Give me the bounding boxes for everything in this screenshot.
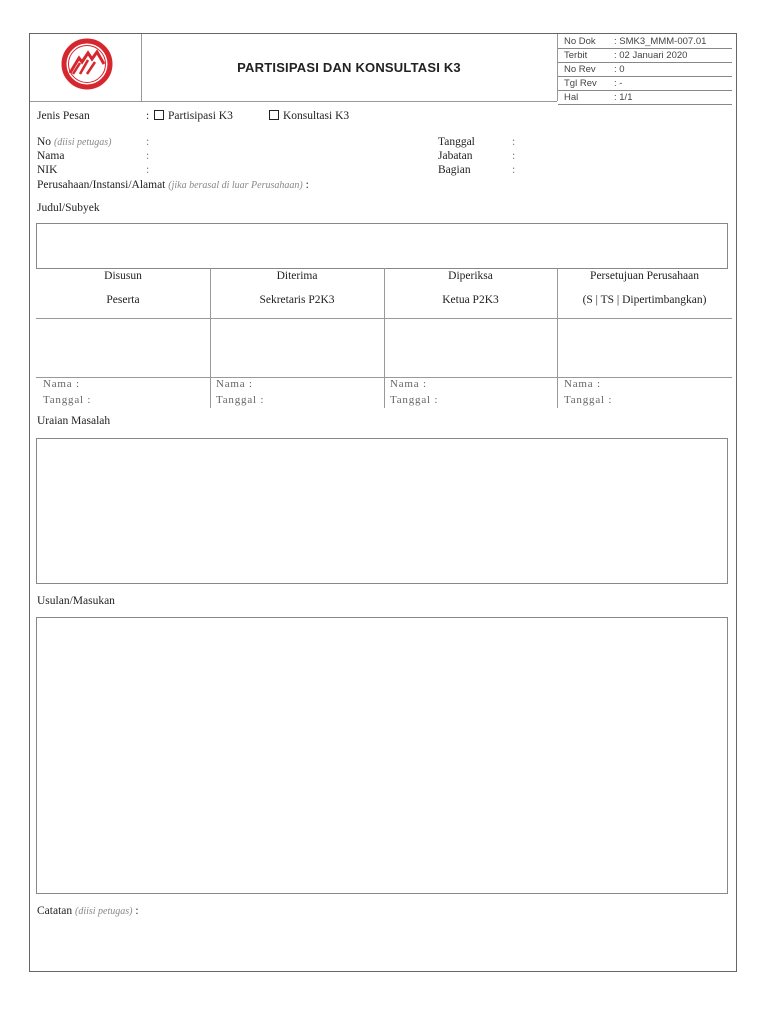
col-diperiksa-role: Diperiksa bbox=[448, 270, 493, 282]
nama-label: Nama bbox=[37, 150, 65, 162]
bagian-colon: : bbox=[512, 164, 516, 176]
tanggal-sign-label: Tanggal : bbox=[390, 394, 439, 406]
jenis-pesan-label: Jenis Pesan bbox=[37, 110, 90, 122]
nama-sign-label: Nama : bbox=[390, 378, 427, 390]
doc-info-row: No Rev : 0 bbox=[558, 63, 732, 77]
signature-area-diterima[interactable] bbox=[211, 319, 384, 377]
uraian-input[interactable] bbox=[36, 438, 728, 584]
uraian-label: Uraian Masalah bbox=[37, 415, 111, 427]
nama-sign-label: Nama : bbox=[564, 378, 601, 390]
doc-info-row: No Dok : SMK3_MMM-007.01 bbox=[558, 35, 732, 49]
doc-info-row: Tgl Rev : - bbox=[558, 77, 732, 91]
usulan-input[interactable] bbox=[36, 617, 728, 894]
judul-input[interactable] bbox=[36, 223, 728, 269]
catatan-field: Catatan (diisi petugas) : bbox=[37, 905, 139, 917]
signature-area-persetujuan[interactable] bbox=[558, 319, 732, 377]
col-diterima-who: Sekretaris P2K3 bbox=[259, 294, 335, 306]
tanggal-sign-label: Tanggal : bbox=[43, 394, 92, 406]
bagian-label: Bagian bbox=[438, 164, 471, 176]
nama-colon: : bbox=[146, 150, 150, 162]
doc-info-row: Terbit : 02 Januari 2020 bbox=[558, 49, 732, 63]
nama-sign-label: Nama : bbox=[216, 378, 253, 390]
col-persetujuan-role: Persetujuan Perusahaan bbox=[590, 270, 699, 282]
col-disusun-who: Peserta bbox=[106, 294, 140, 306]
checkbox-icon[interactable] bbox=[154, 110, 164, 120]
tanggal-label: Tanggal bbox=[438, 136, 475, 148]
doc-info-row: Hal : 1/1 bbox=[558, 91, 732, 105]
perusahaan-field: Perusahaan/Instansi/Alamat (jika berasal di luar Perusahaan) : bbox=[37, 179, 309, 191]
checkbox-icon[interactable] bbox=[269, 110, 279, 120]
judul-label: Judul/Subyek bbox=[37, 202, 100, 214]
nama-sign-label: Nama : bbox=[43, 378, 80, 390]
tanggal-sign-label: Tanggal : bbox=[564, 394, 613, 406]
col-diperiksa-who: Ketua P2K3 bbox=[442, 294, 499, 306]
signature-area-disusun[interactable] bbox=[36, 319, 210, 377]
table-signature-line bbox=[36, 377, 732, 378]
signature-area-diperiksa[interactable] bbox=[385, 319, 557, 377]
nik-label: NIK bbox=[37, 164, 58, 176]
usulan-label: Usulan/Masukan bbox=[37, 595, 115, 607]
jenis-pesan-colon: : bbox=[146, 110, 150, 122]
option-partisipasi[interactable]: Partisipasi K3 bbox=[154, 110, 233, 122]
no-field: No (diisi petugas) bbox=[37, 136, 112, 148]
header-bottom-line bbox=[30, 101, 557, 102]
page-title: PARTISIPASI DAN KONSULTASI K3 bbox=[237, 60, 461, 75]
col-disusun-role: Disusun bbox=[104, 270, 142, 282]
no-colon: : bbox=[146, 136, 150, 148]
nik-colon: : bbox=[146, 164, 150, 176]
col-diterima-role: Diterima bbox=[276, 270, 318, 282]
tanggal-colon: : bbox=[512, 136, 516, 148]
option-konsultasi[interactable]: Konsultasi K3 bbox=[269, 110, 349, 122]
document-info bbox=[558, 35, 732, 105]
tanggal-sign-label: Tanggal : bbox=[216, 394, 265, 406]
jabatan-label: Jabatan bbox=[438, 150, 473, 162]
col-persetujuan-who: (S | TS | Dipertimbangkan) bbox=[582, 294, 707, 306]
company-logo-icon bbox=[57, 38, 117, 90]
jabatan-colon: : bbox=[512, 150, 516, 162]
